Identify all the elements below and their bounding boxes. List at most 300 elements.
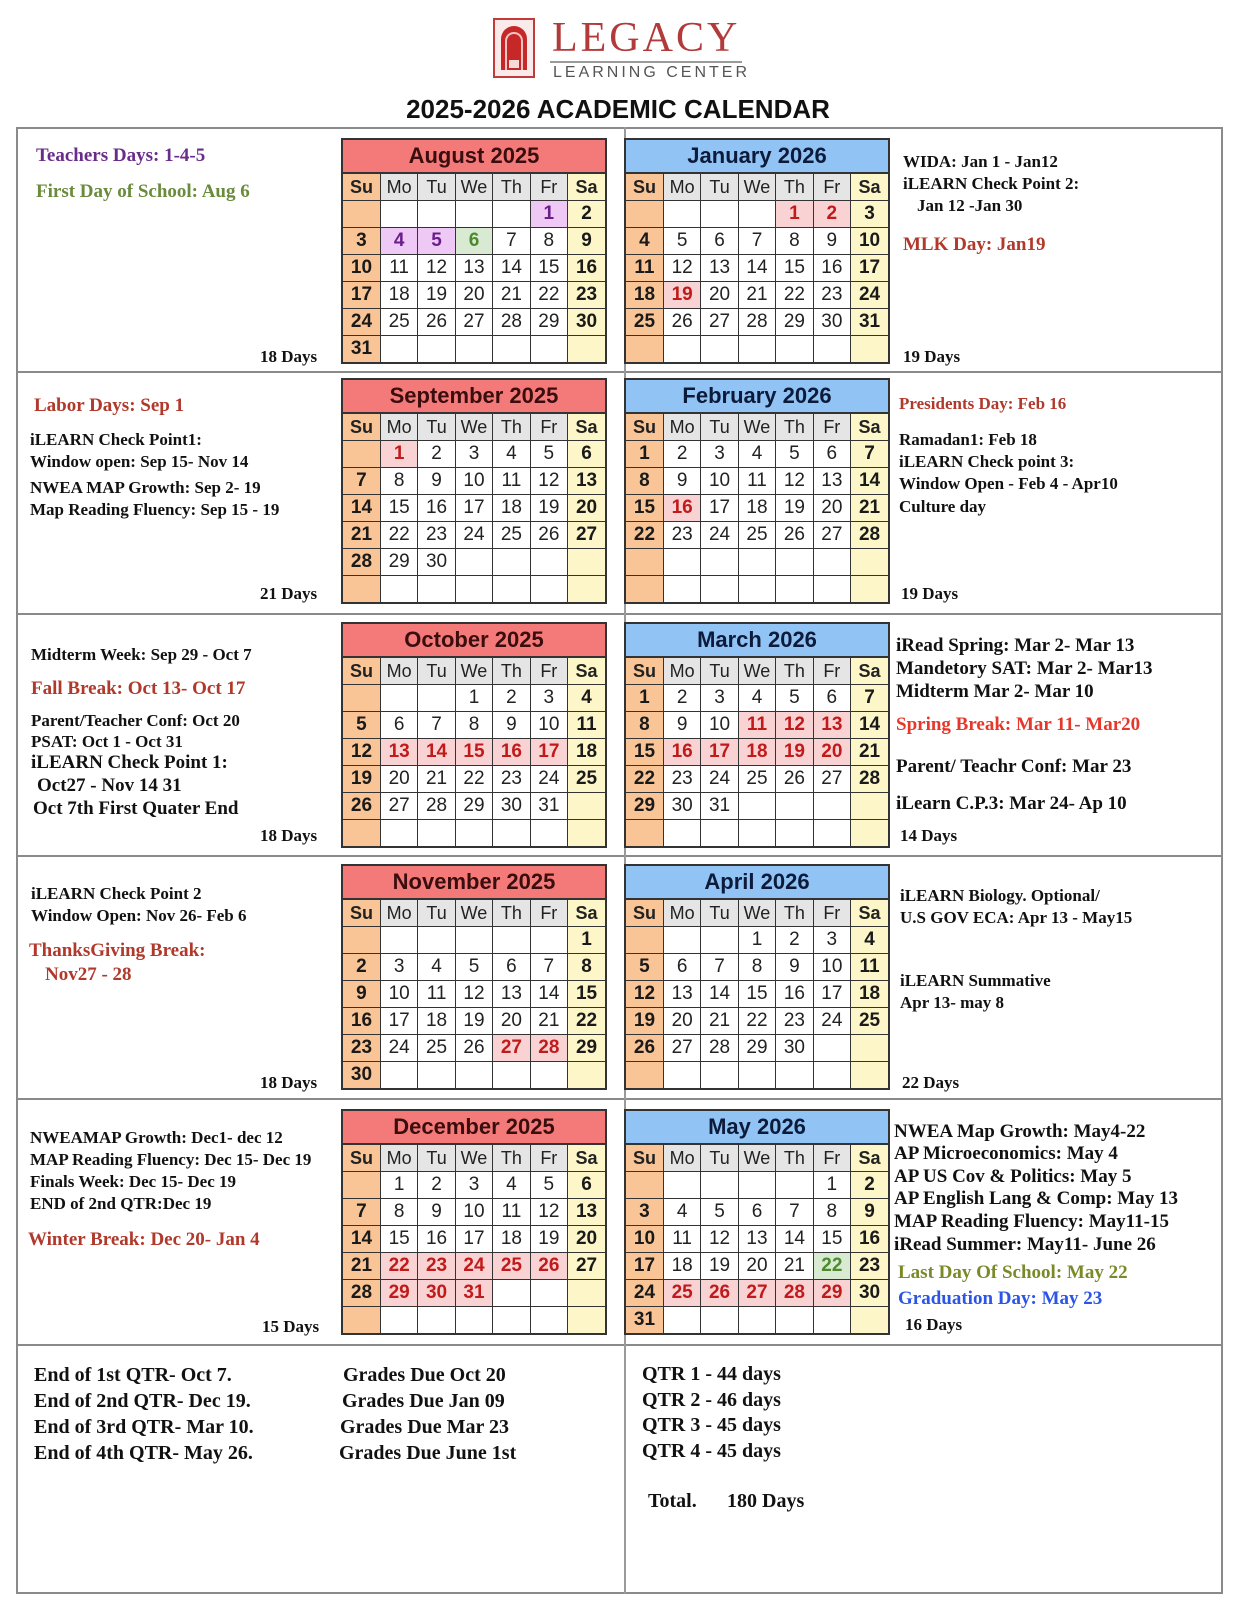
empty-day-cell — [343, 927, 380, 954]
weekday-label: Mo — [663, 1145, 700, 1172]
day-cell: 25 — [851, 1008, 888, 1035]
week-row — [343, 282, 605, 309]
row-divider — [16, 613, 1223, 615]
arch-icon — [501, 26, 527, 70]
day-cell: 13 — [380, 739, 417, 766]
day-cell: 9 — [493, 712, 530, 739]
day-cell: 4 — [738, 685, 775, 712]
day-cell: 1 — [568, 927, 605, 954]
note-nwea: NWEA Map Growth: May4-22 — [894, 1121, 1146, 1142]
weekday-label: Th — [493, 900, 530, 927]
day-cell: 28 — [493, 309, 530, 336]
day-cell: 17 — [626, 1253, 663, 1280]
week-row — [343, 820, 605, 847]
day-cell: 7 — [851, 685, 888, 712]
empty-day-cell — [380, 1062, 417, 1089]
weekday-label: Sa — [851, 1145, 888, 1172]
empty-day-cell — [493, 1307, 530, 1334]
day-cell: 20 — [455, 282, 492, 309]
day-cell: 5 — [343, 712, 380, 739]
day-cell: 1 — [738, 927, 775, 954]
day-cell: 11 — [851, 954, 888, 981]
day-cell: 30 — [851, 1280, 888, 1307]
day-cell: 19 — [776, 739, 813, 766]
day-cell: 23 — [776, 1008, 813, 1035]
day-cell: 2 — [813, 201, 850, 228]
day-cell: 24 — [813, 1008, 850, 1035]
day-cell: 15 — [738, 981, 775, 1008]
weekday-label: Su — [343, 1145, 380, 1172]
day-cell: 3 — [455, 441, 492, 468]
empty-day-cell — [663, 1062, 700, 1089]
empty-day-cell — [418, 820, 455, 847]
week-row — [343, 495, 605, 522]
grades-due: Grades Due Jan 09 — [342, 1390, 505, 1412]
note-midterm: Midterm Mar 2- Mar 10 — [896, 681, 1094, 702]
weekday-label: Tu — [418, 658, 455, 685]
week-row — [343, 201, 605, 228]
weekday-label: We — [738, 900, 775, 927]
empty-day-cell — [343, 685, 380, 712]
day-cell: 13 — [568, 468, 605, 495]
weekday-label: Th — [776, 1145, 813, 1172]
day-cell: 6 — [738, 1199, 775, 1226]
day-cell: 26 — [776, 522, 813, 549]
weekday-label: Sa — [568, 658, 605, 685]
day-cell: 3 — [626, 1199, 663, 1226]
weekday-label: Su — [626, 174, 663, 201]
empty-day-cell — [380, 685, 417, 712]
day-cell: 18 — [568, 739, 605, 766]
weekday-label: Fr — [813, 900, 850, 927]
day-cell: 16 — [343, 1008, 380, 1035]
month-calendar — [341, 378, 607, 604]
note-ap-micro: AP Microeconomics: May 4 — [894, 1143, 1118, 1164]
day-cell: 25 — [568, 766, 605, 793]
empty-day-cell — [418, 201, 455, 228]
weekday-label: Fr — [813, 1145, 850, 1172]
empty-day-cell — [626, 201, 663, 228]
empty-day-cell — [738, 820, 775, 847]
empty-day-cell — [701, 201, 738, 228]
day-cell: 2 — [851, 1172, 888, 1199]
empty-day-cell — [738, 336, 775, 363]
week-row — [626, 927, 888, 954]
day-cell: 10 — [343, 255, 380, 282]
day-cell: 4 — [493, 1172, 530, 1199]
month-grid — [343, 174, 605, 362]
day-cell: 15 — [776, 255, 813, 282]
note-labor-day: Labor Days: Sep 1 — [34, 395, 185, 416]
weekday-label: Tu — [701, 900, 738, 927]
weekday-label: We — [738, 414, 775, 441]
note-ilearn-summative-dates: Apr 13- may 8 — [900, 993, 1005, 1012]
day-cell: 17 — [701, 495, 738, 522]
note-ilearn-cp3-window: Window Open - Feb 4 - Apr10 — [899, 474, 1118, 493]
day-cell: 7 — [776, 1199, 813, 1226]
empty-day-cell — [493, 820, 530, 847]
day-cell: 5 — [701, 1199, 738, 1226]
week-row — [626, 441, 888, 468]
week-row — [343, 1172, 605, 1199]
empty-day-cell — [568, 576, 605, 603]
weekday-label: Mo — [663, 174, 700, 201]
week-row — [626, 495, 888, 522]
day-cell: 12 — [418, 255, 455, 282]
empty-day-cell — [701, 1062, 738, 1089]
day-cell: 20 — [568, 495, 605, 522]
empty-day-cell — [701, 1307, 738, 1334]
weekday-label: Mo — [380, 174, 417, 201]
day-cell: 11 — [380, 255, 417, 282]
day-cell: 18 — [663, 1253, 700, 1280]
day-cell: 28 — [738, 309, 775, 336]
day-cell: 10 — [380, 981, 417, 1008]
weekday-label: Fr — [530, 414, 567, 441]
empty-day-cell — [851, 336, 888, 363]
note-winter-break: Winter Break: Dec 20- Jan 4 — [28, 1229, 260, 1250]
day-cell: 7 — [343, 468, 380, 495]
day-cell: 21 — [851, 739, 888, 766]
day-cell: 20 — [813, 739, 850, 766]
day-cell: 7 — [738, 228, 775, 255]
note-psat: PSAT: Oct 1 - Oct 31 — [31, 732, 183, 751]
month-calendar — [624, 864, 890, 1090]
empty-day-cell — [626, 927, 663, 954]
note-nwea: NWEAMAP Growth: Dec1- dec 12 — [30, 1128, 283, 1147]
day-cell: 17 — [851, 255, 888, 282]
empty-day-cell — [380, 201, 417, 228]
day-cell: 27 — [813, 522, 850, 549]
weekday-label: Sa — [851, 900, 888, 927]
empty-day-cell — [530, 927, 567, 954]
day-cell: 12 — [343, 739, 380, 766]
day-cell: 22 — [568, 1008, 605, 1035]
day-cell: 23 — [663, 766, 700, 793]
day-cell: 6 — [455, 228, 492, 255]
day-cell: 12 — [530, 468, 567, 495]
note-ilearn-cp1-dates: Oct27 - Nov 14 31 — [37, 775, 182, 796]
day-cell: 28 — [343, 549, 380, 576]
day-cell: 7 — [530, 954, 567, 981]
empty-day-cell — [380, 1307, 417, 1334]
day-cell: 14 — [701, 981, 738, 1008]
day-cell: 3 — [380, 954, 417, 981]
week-row — [343, 927, 605, 954]
empty-day-cell — [701, 336, 738, 363]
day-cell: 24 — [530, 766, 567, 793]
day-cell: 12 — [663, 255, 700, 282]
quarter-days: QTR 2 - 46 days — [642, 1389, 781, 1411]
month-title: March 2026 — [626, 624, 888, 658]
empty-day-cell — [343, 820, 380, 847]
empty-day-cell — [663, 336, 700, 363]
day-cell: 27 — [493, 1035, 530, 1062]
day-cell: 4 — [738, 441, 775, 468]
month-calendar — [624, 378, 890, 604]
day-cell: 18 — [493, 495, 530, 522]
week-row — [626, 1062, 888, 1089]
day-cell: 1 — [455, 685, 492, 712]
day-cell: 22 — [380, 1253, 417, 1280]
day-cell: 4 — [418, 954, 455, 981]
week-row — [626, 685, 888, 712]
note-teachers-days: Teachers Days: 1-4-5 — [36, 145, 206, 166]
day-cell: 4 — [380, 228, 417, 255]
day-cell: 10 — [626, 1226, 663, 1253]
day-cell: 5 — [418, 228, 455, 255]
empty-day-cell — [813, 1062, 850, 1089]
month-calendar — [341, 622, 607, 848]
day-cell: 23 — [493, 766, 530, 793]
day-cell: 30 — [343, 1062, 380, 1089]
empty-day-cell — [418, 576, 455, 603]
note-culture-day: Culture day — [899, 497, 987, 516]
month-grid — [343, 414, 605, 602]
empty-day-cell — [626, 1172, 663, 1199]
weekday-label: Th — [776, 174, 813, 201]
note-ptc: Parent/Teacher Conf: Oct 20 — [31, 711, 240, 730]
logo-name: LEGACY — [552, 15, 741, 61]
empty-day-cell — [851, 549, 888, 576]
week-row — [343, 739, 605, 766]
day-cell: 25 — [626, 309, 663, 336]
empty-day-cell — [813, 1035, 850, 1062]
day-cell: 8 — [626, 468, 663, 495]
day-cell: 9 — [663, 712, 700, 739]
day-cell: 19 — [455, 1008, 492, 1035]
day-cell: 27 — [738, 1280, 775, 1307]
day-cell: 19 — [343, 766, 380, 793]
row-divider — [16, 1344, 1223, 1346]
day-cell: 24 — [851, 282, 888, 309]
day-cell: 14 — [343, 495, 380, 522]
day-cell: 23 — [418, 522, 455, 549]
quarter-end: End of 2nd QTR- Dec 19. — [34, 1390, 251, 1412]
week-row — [343, 981, 605, 1008]
week-row — [343, 766, 605, 793]
weekday-label: Mo — [380, 1145, 417, 1172]
day-cell: 21 — [343, 522, 380, 549]
month-grid — [626, 1145, 888, 1333]
empty-day-cell — [701, 549, 738, 576]
note-graduation: Graduation Day: May 23 — [898, 1288, 1103, 1309]
weekday-label: We — [455, 414, 492, 441]
week-row — [343, 336, 605, 363]
day-cell: 31 — [455, 1280, 492, 1307]
day-cell: 1 — [626, 685, 663, 712]
day-cell: 24 — [380, 1035, 417, 1062]
empty-day-cell — [776, 1172, 813, 1199]
day-cell: 25 — [493, 1253, 530, 1280]
week-row — [626, 954, 888, 981]
empty-day-cell — [418, 1062, 455, 1089]
empty-day-cell — [738, 1307, 775, 1334]
day-cell: 12 — [455, 981, 492, 1008]
weekday-label: We — [738, 174, 775, 201]
weekday-label: Tu — [701, 658, 738, 685]
day-cell: 12 — [776, 468, 813, 495]
day-cell: 2 — [418, 441, 455, 468]
day-cell: 9 — [418, 468, 455, 495]
empty-day-cell — [776, 793, 813, 820]
empty-day-cell — [380, 820, 417, 847]
empty-day-cell — [701, 927, 738, 954]
day-cell: 22 — [776, 282, 813, 309]
day-cell: 23 — [813, 282, 850, 309]
day-cell: 12 — [701, 1226, 738, 1253]
weekday-label: Sa — [568, 1145, 605, 1172]
note-first-day: First Day of School: Aug 6 — [36, 181, 250, 202]
week-row — [343, 441, 605, 468]
empty-day-cell — [663, 549, 700, 576]
week-row — [626, 1280, 888, 1307]
day-cell: 16 — [493, 739, 530, 766]
weekday-header-row — [626, 1145, 888, 1172]
day-cell: 19 — [701, 1253, 738, 1280]
day-cell: 16 — [418, 1226, 455, 1253]
weekday-label: Fr — [813, 658, 850, 685]
empty-day-cell — [663, 1172, 700, 1199]
weekday-label: Th — [493, 1145, 530, 1172]
day-cell: 1 — [776, 201, 813, 228]
weekday-label: Tu — [418, 1145, 455, 1172]
empty-day-cell — [701, 1172, 738, 1199]
day-cell: 26 — [701, 1280, 738, 1307]
day-cell: 30 — [418, 549, 455, 576]
day-cell: 13 — [813, 712, 850, 739]
row-divider — [16, 1098, 1223, 1100]
note-mlk-day: MLK Day: Jan19 — [903, 234, 1046, 255]
weekday-label: Mo — [380, 900, 417, 927]
note-thanksgiving: ThanksGiving Break: — [29, 940, 206, 961]
empty-day-cell — [455, 820, 492, 847]
empty-day-cell — [493, 1280, 530, 1307]
day-cell: 11 — [493, 1199, 530, 1226]
day-cell: 22 — [530, 282, 567, 309]
empty-day-cell — [343, 201, 380, 228]
note-end-2nd-qtr: END of 2nd QTR:Dec 19 — [30, 1194, 212, 1213]
day-cell: 10 — [851, 228, 888, 255]
day-cell: 20 — [568, 1226, 605, 1253]
empty-day-cell — [455, 927, 492, 954]
empty-day-cell — [626, 576, 663, 603]
note-quarter-end: Oct 7th First Quater End — [33, 798, 239, 819]
day-cell: 28 — [701, 1035, 738, 1062]
day-cell: 26 — [418, 309, 455, 336]
day-cell: 21 — [493, 282, 530, 309]
day-cell: 3 — [701, 685, 738, 712]
day-cell: 17 — [530, 739, 567, 766]
weekday-label: Th — [493, 174, 530, 201]
quarter-days: QTR 1 - 44 days — [642, 1363, 781, 1385]
day-cell: 9 — [568, 228, 605, 255]
note-ap-english: AP English Lang & Comp: May 13 — [894, 1188, 1178, 1209]
month-grid — [343, 658, 605, 846]
week-row — [626, 820, 888, 847]
day-cell: 11 — [738, 468, 775, 495]
day-cell: 28 — [418, 793, 455, 820]
day-cell: 2 — [663, 685, 700, 712]
day-cell: 6 — [813, 441, 850, 468]
empty-day-cell — [568, 1307, 605, 1334]
empty-day-cell — [455, 336, 492, 363]
week-row — [626, 282, 888, 309]
day-cell: 14 — [738, 255, 775, 282]
day-cell: 22 — [738, 1008, 775, 1035]
day-cell: 29 — [776, 309, 813, 336]
week-row — [343, 1253, 605, 1280]
week-row — [343, 1226, 605, 1253]
day-cell: 20 — [813, 495, 850, 522]
month-calendar — [341, 1109, 607, 1335]
day-cell: 19 — [626, 1008, 663, 1035]
day-cell: 11 — [626, 255, 663, 282]
day-cell: 21 — [418, 766, 455, 793]
day-cell: 31 — [530, 793, 567, 820]
day-cell: 8 — [455, 712, 492, 739]
empty-day-cell — [568, 1062, 605, 1089]
logo-divider — [550, 61, 742, 63]
day-cell: 18 — [851, 981, 888, 1008]
row-divider — [16, 855, 1223, 857]
week-row — [343, 255, 605, 282]
week-row — [343, 228, 605, 255]
week-row — [626, 201, 888, 228]
day-cell: 8 — [380, 1199, 417, 1226]
week-row — [343, 1280, 605, 1307]
week-row — [626, 739, 888, 766]
empty-day-cell — [380, 336, 417, 363]
day-cell: 26 — [343, 793, 380, 820]
day-cell: 15 — [380, 495, 417, 522]
day-cell: 30 — [493, 793, 530, 820]
weekday-header-row — [343, 658, 605, 685]
days-count-aug: 18 Days — [260, 347, 318, 366]
empty-day-cell — [663, 201, 700, 228]
month-grid — [343, 1145, 605, 1333]
week-row — [626, 766, 888, 793]
day-cell: 13 — [568, 1199, 605, 1226]
day-cell: 28 — [851, 522, 888, 549]
empty-day-cell — [493, 576, 530, 603]
empty-day-cell — [568, 549, 605, 576]
day-cell: 23 — [851, 1253, 888, 1280]
month-title: May 2026 — [626, 1111, 888, 1145]
quarter-end: End of 3rd QTR- Mar 10. — [34, 1416, 254, 1438]
week-row — [626, 255, 888, 282]
days-count-dec: 15 Days — [262, 1317, 320, 1336]
day-cell: 13 — [701, 255, 738, 282]
day-cell: 5 — [776, 441, 813, 468]
empty-day-cell — [530, 549, 567, 576]
week-row — [626, 1199, 888, 1226]
weekday-label: Mo — [380, 414, 417, 441]
day-cell: 22 — [380, 522, 417, 549]
day-cell: 23 — [568, 282, 605, 309]
empty-day-cell — [380, 927, 417, 954]
day-cell: 30 — [776, 1035, 813, 1062]
empty-day-cell — [663, 820, 700, 847]
empty-day-cell — [851, 820, 888, 847]
day-cell: 17 — [701, 739, 738, 766]
empty-day-cell — [418, 927, 455, 954]
day-cell: 10 — [455, 1199, 492, 1226]
week-row — [343, 522, 605, 549]
day-cell: 24 — [343, 309, 380, 336]
week-row — [343, 1199, 605, 1226]
day-cell: 1 — [813, 1172, 850, 1199]
